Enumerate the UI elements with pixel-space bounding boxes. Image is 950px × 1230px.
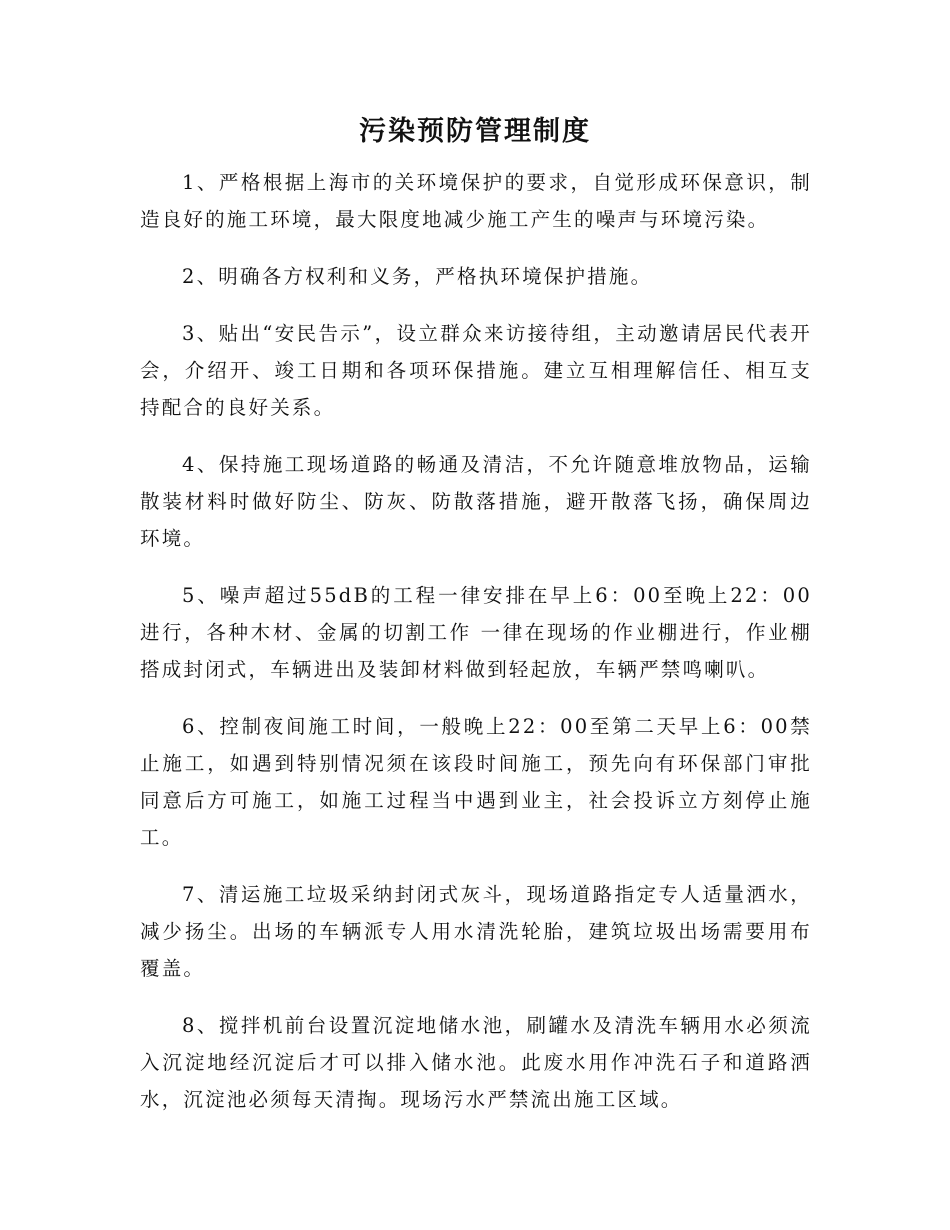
paragraph-5: 5、噪声超过55dB的工程一律安排在早上6：00至晚上22：00进行，各种木材、金属的切割工作 一律在现场的作业棚进行，作业棚搭成封闭式，车辆进出及装卸材料做到轻起放，车辆严禁鸣喇叭。: [140, 584, 812, 681]
paragraph-4: 4、保持施工现场道路的畅通及清洁，不允许随意堆放物品，运输散装材料时做好防尘、防灰、防散落措施，避开散落飞扬，确保周边环境。: [140, 453, 812, 550]
paragraph-3: 3、贴出“安民告示”，设立群众来访接待组，主动邀请居民代表开会，介绍开、竣工日期和各项环保措施。建立互相理解信任、相互支持配合的良好关系。: [140, 322, 812, 419]
paragraph-8: 8、搅拌机前台设置沉淀地储水池，刷罐水及清洗车辆用水必须流入沉淀地经沉淀后才可以排入储水池。此废水用作冲洗石子和道路洒水，沉淀池必须每天清掏。现场污水严禁流出施工区域。: [140, 1014, 812, 1111]
paragraph-7: 7、清运施工垃圾采纳封闭式灰斗，现场道路指定专人适量洒水，减少扬尘。出场的车辆派专人用水清洗轮胎，建筑垃圾出场需要用布覆盖。: [140, 883, 812, 980]
paragraph-2: 2、明确各方权利和义务，严格执环境保护措施。: [182, 265, 653, 288]
paragraph-1: 1、严格根据上海市的关环境保护的要求，自觉形成环保意识，制造良好的施工环境，最大限度地减少施工产生的噪声与环境污染。: [140, 171, 812, 231]
document-title: 污染预防管理制度: [359, 116, 591, 147]
paragraph-6: 6、控制夜间施工时间，一般晚上22：00至第二天早上6：00禁止施工，如遇到特别情况须在该段时间施工，预先向有环保部门审批同意后方可施工，如施工过程当中遇到业主，社会投诉立方刻停止施工。: [140, 715, 812, 849]
document-body: [140, 164, 812, 1138]
